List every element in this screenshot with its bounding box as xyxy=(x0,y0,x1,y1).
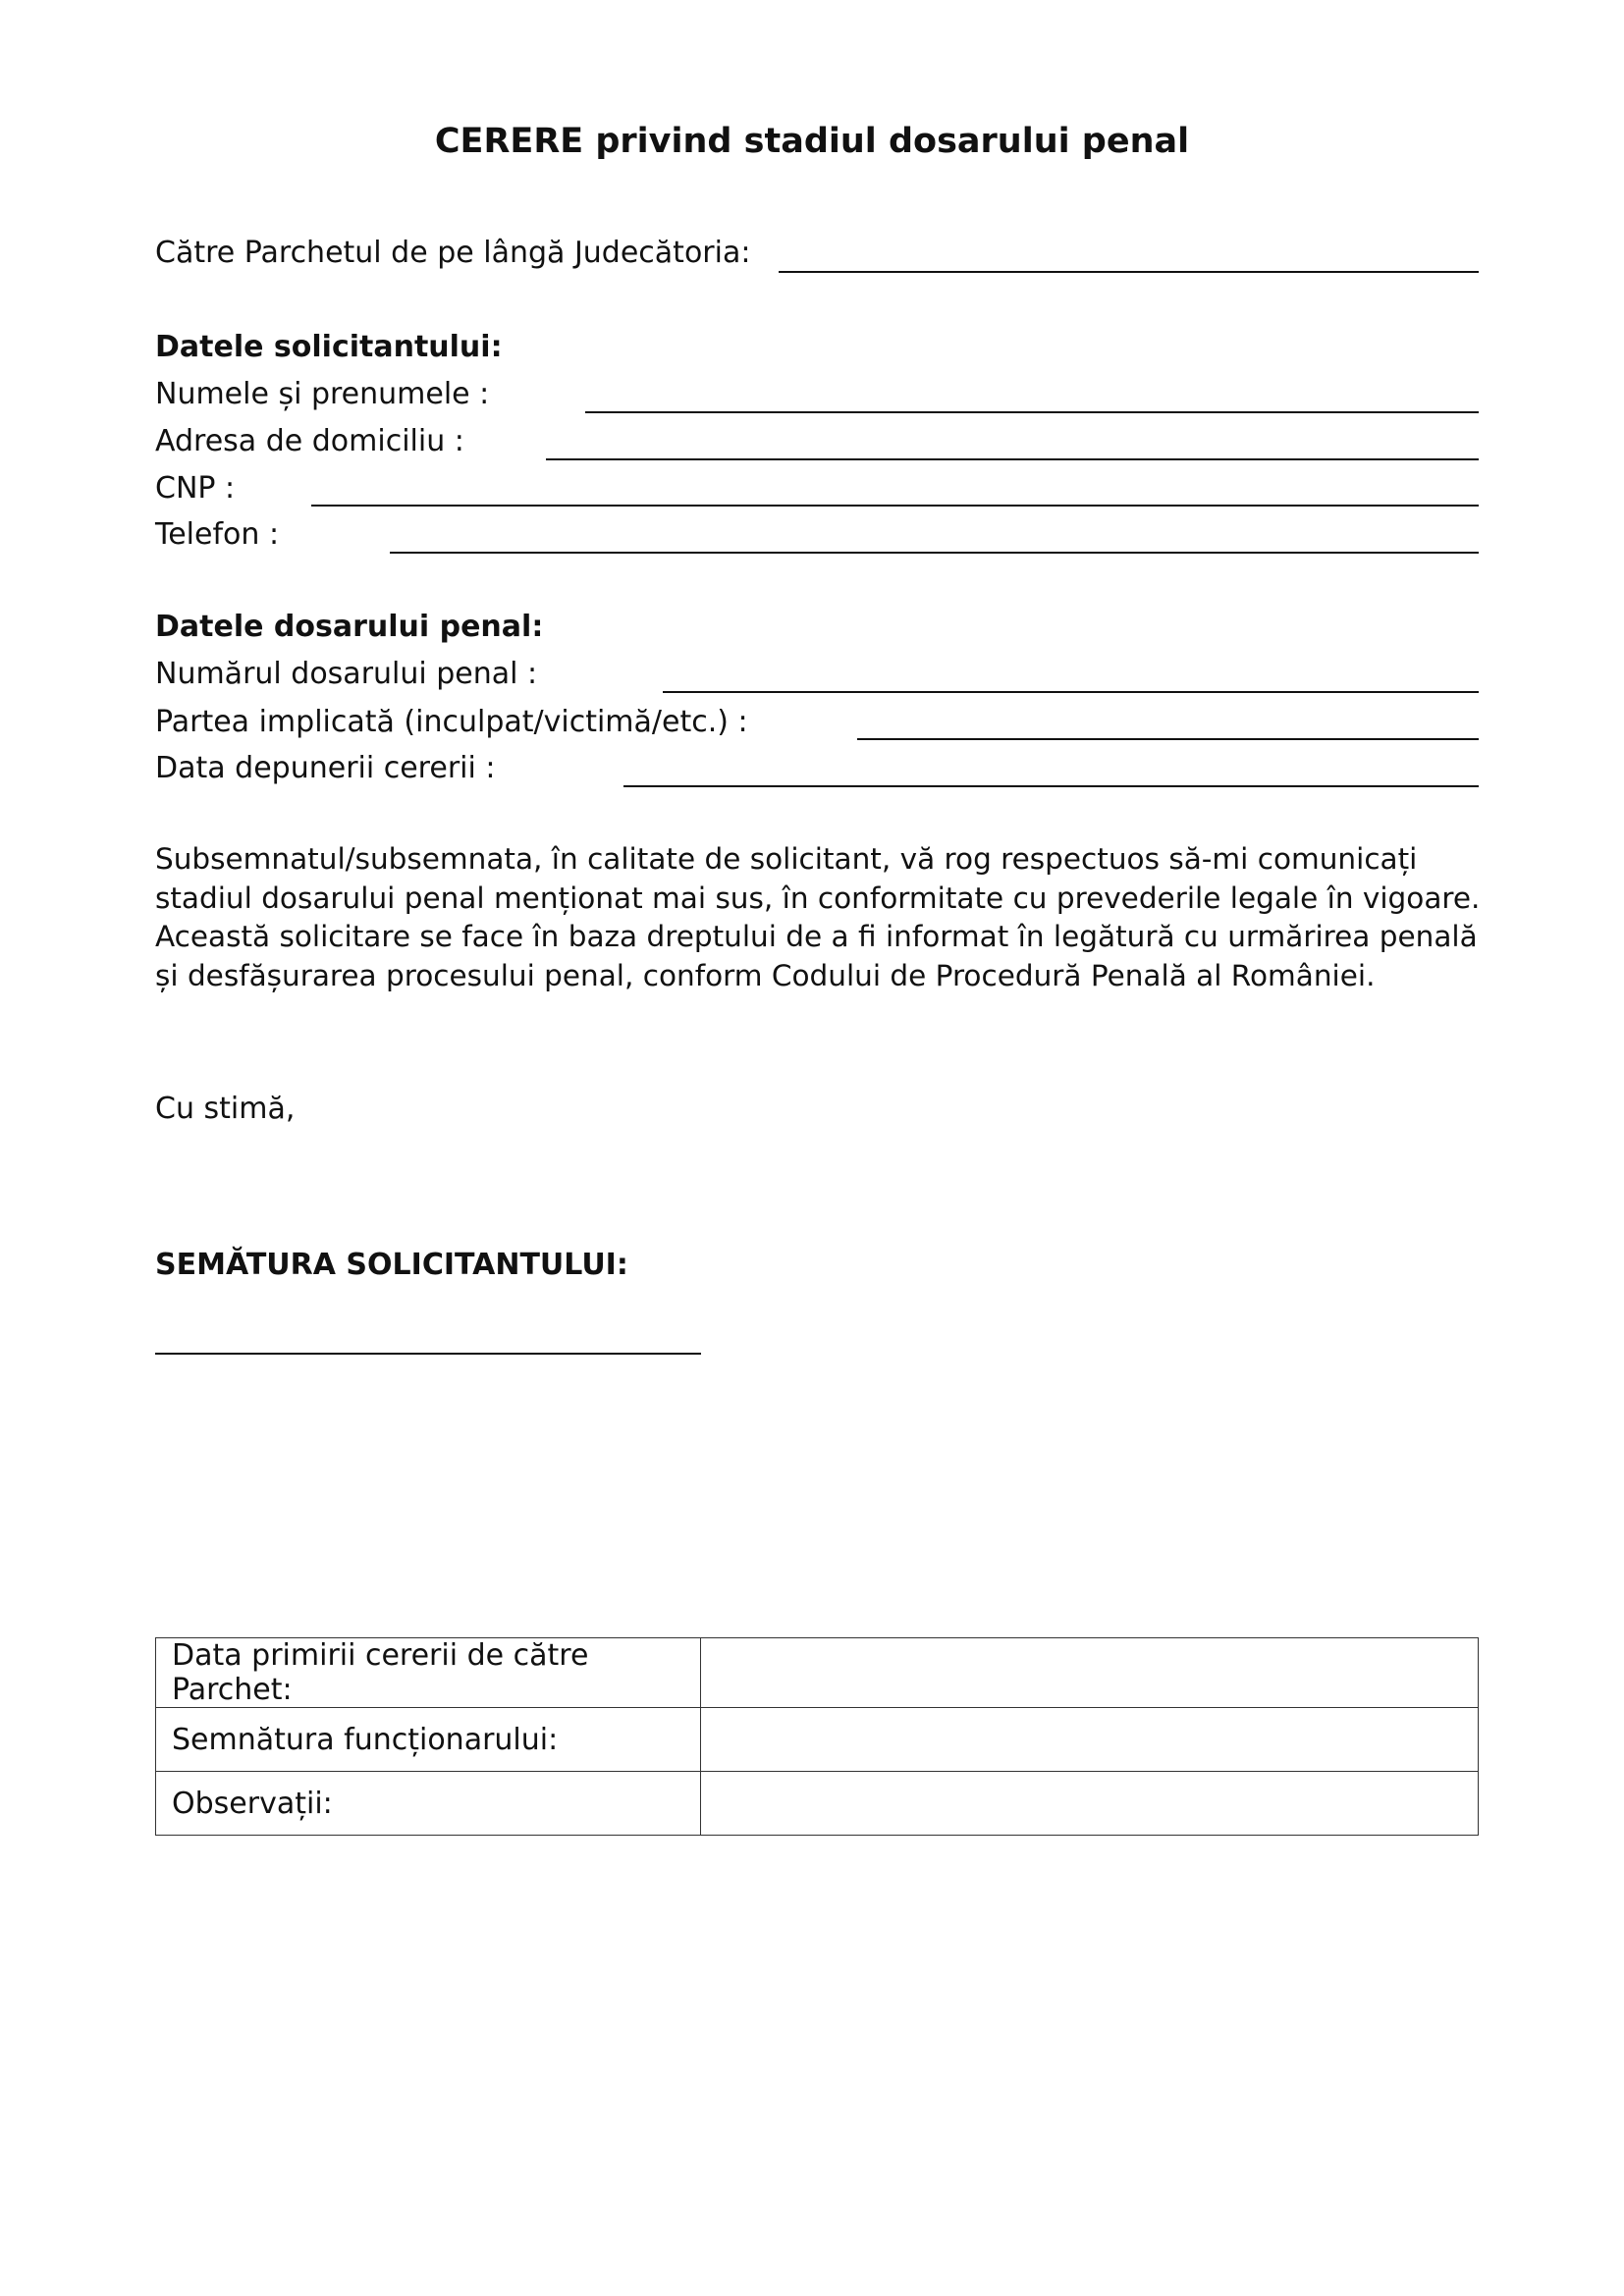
table-row xyxy=(156,1772,1479,1836)
table-cell-value[interactable] xyxy=(701,1772,1479,1836)
table-cell-value[interactable] xyxy=(701,1638,1479,1708)
table-cell-label: Semnătura funcționarului: xyxy=(156,1708,701,1772)
case-date-field-line[interactable] xyxy=(623,785,1479,787)
signature-field-line[interactable] xyxy=(155,1353,701,1355)
case-section-heading: Datele dosarului penal: xyxy=(155,610,544,644)
table-cell-label: Data primirii cererii de către Parchet: xyxy=(156,1638,701,1708)
applicant-phone-label: Telefon : xyxy=(155,517,280,552)
closing-text: Cu stimă, xyxy=(155,1092,296,1126)
document-title: CERERE privind stadiul dosarului penal xyxy=(434,122,1190,161)
applicant-address-label: Adresa de domiciliu : xyxy=(155,424,464,458)
applicant-name-label: Numele și prenumele : xyxy=(155,377,490,411)
table-cell-value[interactable] xyxy=(701,1708,1479,1772)
table-row xyxy=(156,1708,1479,1772)
case-date-label: Data depunerii cererii : xyxy=(155,751,496,785)
office-use-table xyxy=(155,1637,1479,1836)
applicant-cnp-label: CNP : xyxy=(155,471,236,506)
signature-label: SEMĂTURA SOLICITANTULUI: xyxy=(155,1248,628,1282)
table-row xyxy=(156,1638,1479,1708)
case-number-field-line[interactable] xyxy=(663,691,1479,693)
addressee-field-line[interactable] xyxy=(779,271,1479,273)
applicant-address-field-line[interactable] xyxy=(546,458,1479,460)
applicant-phone-field-line[interactable] xyxy=(390,552,1479,554)
request-body-text: Subsemnatul/subsemnata, în calitate de solicitant, vă rog respectuos să-mi comunicați stadiul dosarului penal menționat mai sus, în conformitate cu prevederile legale în vigoare. Această solicitare se face în baza dreptului de a fi informat în legătură cu urmărirea penală și desfășurarea procesului penal, conform Codului de Procedură Penală al României. xyxy=(155,842,1481,992)
addressee-label: Către Parchetul de pe lângă Judecătoria: xyxy=(155,236,751,270)
applicant-name-field-line[interactable] xyxy=(585,411,1479,413)
case-party-field-line[interactable] xyxy=(857,738,1479,740)
applicant-cnp-field-line[interactable] xyxy=(311,505,1479,507)
case-number-label: Numărul dosarului penal : xyxy=(155,657,538,691)
applicant-section-heading: Datele solicitantului: xyxy=(155,330,503,364)
case-party-label: Partea implicată (inculpat/victimă/etc.) : xyxy=(155,705,748,739)
table-cell-label: Observații: xyxy=(156,1772,701,1836)
